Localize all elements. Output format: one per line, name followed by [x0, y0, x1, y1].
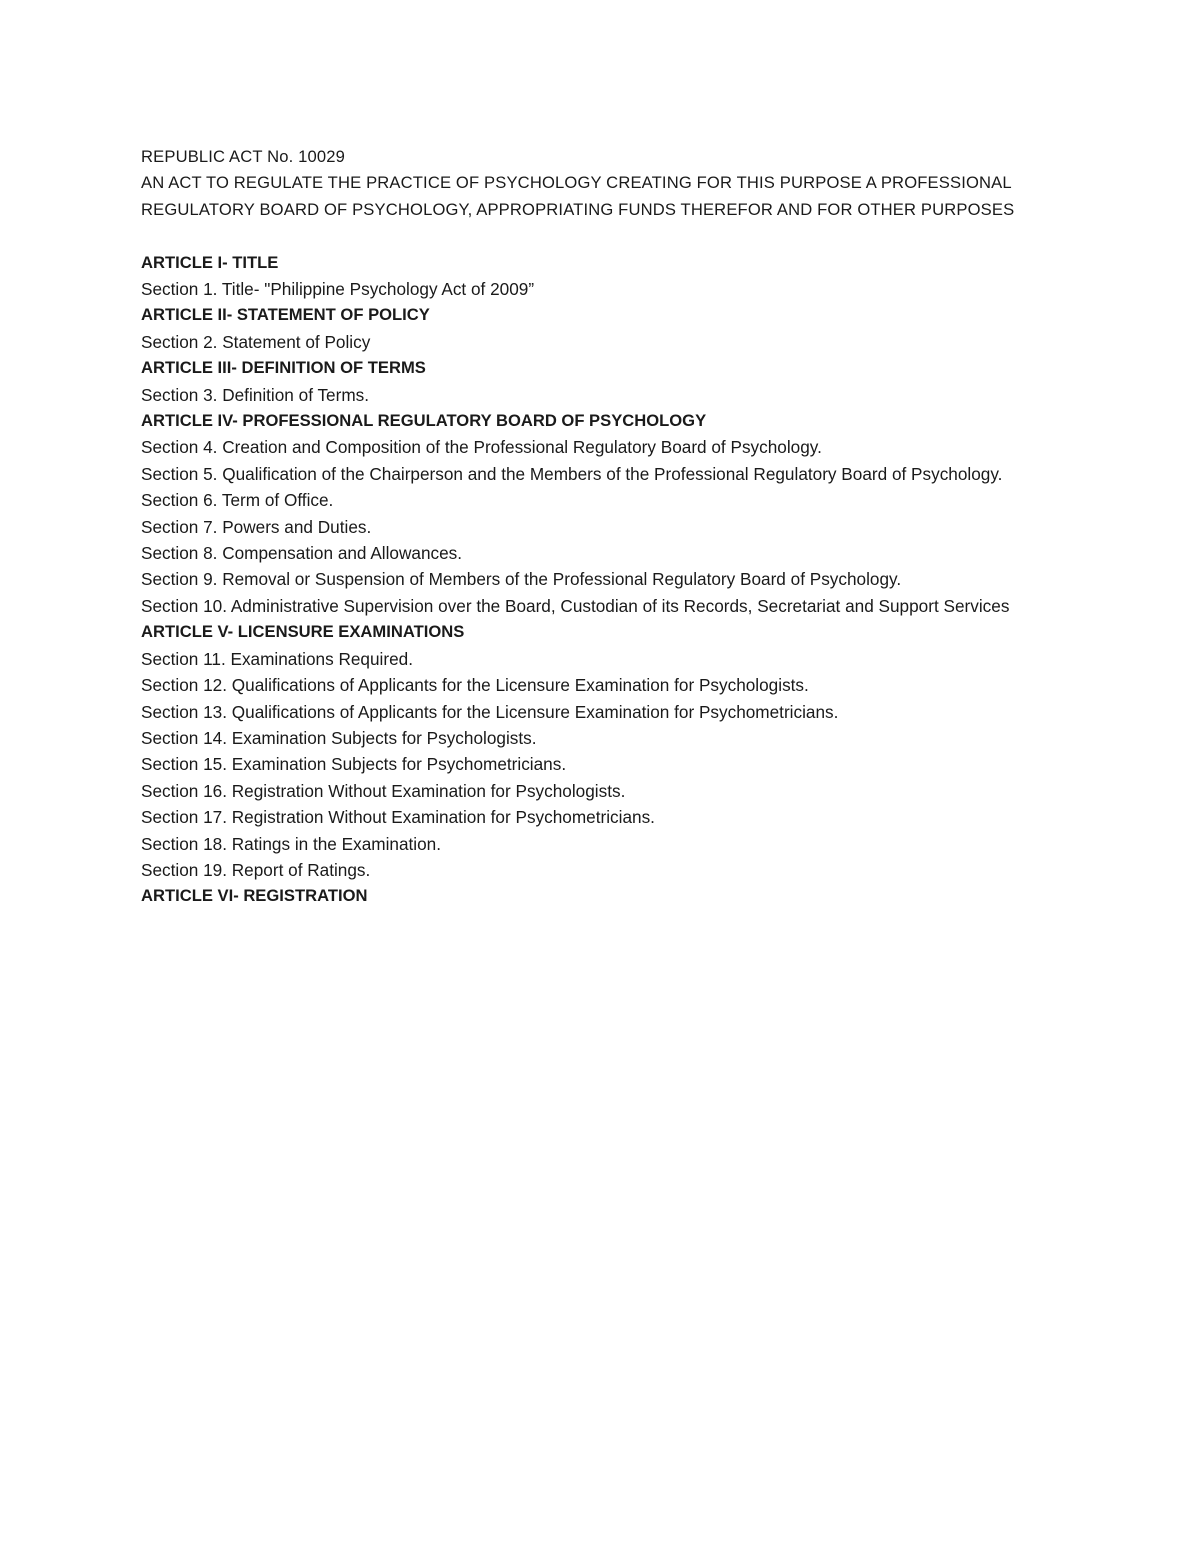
blank-line: [141, 223, 1071, 249]
section-line: Section 5. Qualification of the Chairperson and the Members of the Professional Regulatory Board of Psychology.: [141, 463, 1003, 484]
article-heading: ARTICLE IV- PROFESSIONAL REGULATORY BOARD OF PSYCHOLOGY: [141, 411, 707, 431]
section-line: Section 8. Compensation and Allowances.: [141, 543, 463, 564]
document-body: [141, 144, 1071, 910]
article-heading: ARTICLE I- TITLE: [141, 252, 279, 272]
section-line: Section 9. Removal or Suspension of Members of the Professional Regulatory Board of Psychology.: [141, 569, 902, 590]
act-title-line-1: AN ACT TO REGULATE THE PRACTICE OF PSYCHOLOGY CREATING FOR THIS PURPOSE A PROFESSIONAL: [141, 173, 1012, 193]
section-line: Section 1. Title- "Philippine Psychology Act of 2009”: [141, 279, 535, 300]
act-title-line-2: REGULATORY BOARD OF PSYCHOLOGY, APPROPRIATING FUNDS THEREFOR AND FOR OTHER PURPOSES: [141, 199, 1015, 219]
article-heading: ARTICLE VI- REGISTRATION: [141, 886, 368, 906]
section-line: Section 11. Examinations Required.: [141, 648, 413, 669]
section-line: Section 7. Powers and Duties.: [141, 516, 372, 537]
article-heading: ARTICLE II- STATEMENT OF POLICY: [141, 305, 430, 325]
act-number: REPUBLIC ACT No. 10029: [141, 147, 346, 166]
section-line: Section 15. Examination Subjects for Psychometricians.: [141, 754, 567, 775]
article-heading: ARTICLE III- DEFINITION OF TERMS: [141, 358, 426, 378]
article-heading: ARTICLE V- LICENSURE EXAMINATIONS: [141, 622, 465, 642]
section-line: Section 10. Administrative Supervision over the Board, Custodian of its Records, Secretariat and Support Services: [141, 595, 1010, 616]
section-line: Section 6. Term of Office.: [141, 490, 334, 511]
section-line: Section 13. Qualifications of Applicants for the Licensure Examination for Psychometricians.: [141, 701, 839, 722]
section-line: Section 16. Registration Without Examination for Psychologists.: [141, 780, 626, 801]
section-line: Section 19. Report of Ratings.: [141, 859, 371, 880]
section-line: Section 14. Examination Subjects for Psychologists.: [141, 727, 537, 748]
section-line: Section 2. Statement of Policy: [141, 331, 371, 352]
section-line: Section 18. Ratings in the Examination.: [141, 833, 442, 854]
section-line: Section 3. Definition of Terms.: [141, 384, 370, 405]
section-line: Section 4. Creation and Composition of the Professional Regulatory Board of Psychology.: [141, 437, 822, 458]
section-line: Section 17. Registration Without Examination for Psychometricians.: [141, 807, 655, 828]
section-line: Section 12. Qualifications of Applicants for the Licensure Examination for Psychologists.: [141, 675, 809, 696]
